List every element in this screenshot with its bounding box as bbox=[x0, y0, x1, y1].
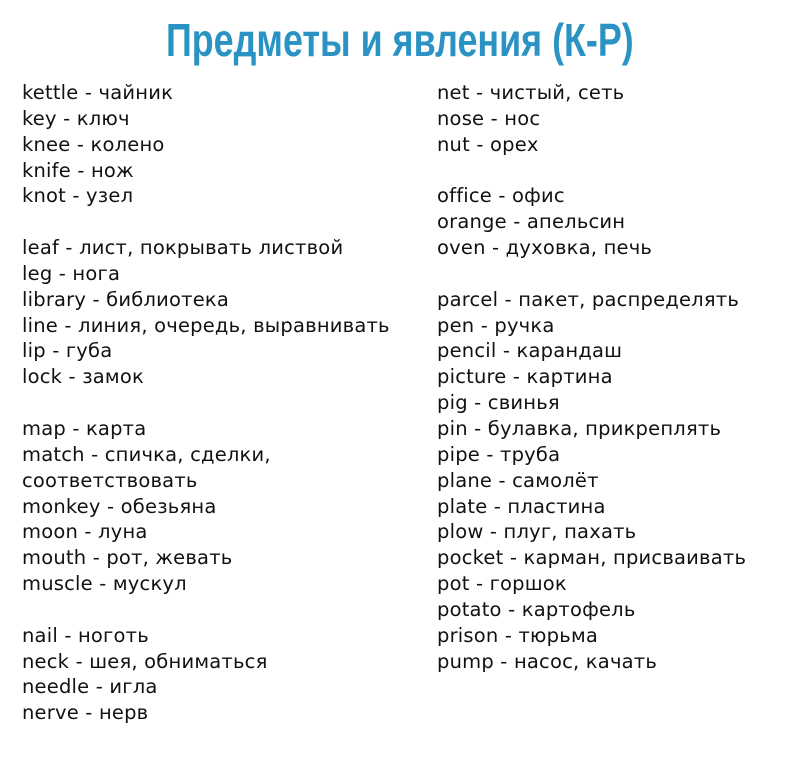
vocabulary-entry: plow - плуг, пахать bbox=[437, 520, 637, 544]
vocabulary-entry: pin - булавка, прикреплять bbox=[437, 416, 722, 440]
vocabulary-entry: monkey - обезьяна bbox=[22, 494, 217, 518]
vocabulary-column-right bbox=[437, 80, 746, 674]
spacer bbox=[22, 597, 390, 623]
vocabulary-entry: oven - духовка, печь bbox=[437, 236, 653, 260]
vocabulary-entry: orange - апельсин bbox=[437, 210, 626, 234]
vocabulary-entry: net - чистый, сеть bbox=[437, 81, 625, 104]
vocabulary-entry: knife - нож bbox=[22, 158, 134, 182]
vocabulary-entry: pot - горшок bbox=[437, 572, 567, 596]
vocabulary-entry: knot - узел bbox=[22, 184, 134, 208]
vocabulary-entry: plane - самолёт bbox=[437, 468, 599, 492]
vocabulary-entry: pipe - труба bbox=[437, 442, 561, 466]
vocabulary-entry: pencil - карандаш bbox=[437, 339, 623, 363]
vocabulary-entry: соответствовать bbox=[22, 468, 198, 492]
vocabulary-entry: office - офис bbox=[437, 184, 565, 208]
vocabulary-entry: nose - нос bbox=[437, 106, 541, 130]
spacer bbox=[437, 261, 746, 287]
vocabulary-column-left bbox=[22, 80, 390, 726]
vocabulary-entry: neck - шея, обниматься bbox=[22, 649, 268, 673]
vocabulary-entry: muscle - мускул bbox=[22, 572, 187, 596]
spacer bbox=[437, 158, 746, 184]
vocabulary-entry: pump - насос, качать bbox=[437, 649, 658, 673]
vocabulary-entry: library - библиотека bbox=[22, 287, 230, 311]
vocabulary-entry: nail - ноготь bbox=[22, 623, 149, 647]
vocabulary-entry: parcel - пакет, распределять bbox=[437, 287, 740, 311]
page-title: Предметы и явления (К-Р) bbox=[166, 14, 634, 66]
vocabulary-entry: pig - свинья bbox=[437, 391, 560, 415]
vocabulary-entry: prison - тюрьма bbox=[437, 623, 598, 647]
vocabulary-entry: knee - колено bbox=[22, 132, 165, 156]
vocabulary-entry: lock - замок bbox=[22, 365, 144, 389]
spacer bbox=[22, 390, 390, 416]
vocabulary-entry: leaf - лист, покрывать листвой bbox=[22, 236, 344, 260]
vocabulary-entry: needle - игла bbox=[22, 675, 158, 699]
vocabulary-entry: nut - орех bbox=[437, 132, 539, 156]
spacer bbox=[22, 209, 390, 235]
vocabulary-entry: nerve - нерв bbox=[22, 701, 149, 725]
vocabulary-entry: potato - картофель bbox=[437, 597, 636, 621]
vocabulary-entry: plate - пластина bbox=[437, 494, 606, 518]
vocabulary-entry: leg - нога bbox=[22, 261, 121, 285]
vocabulary-entry: moon - луна bbox=[22, 520, 148, 544]
vocabulary-entry: picture - картина bbox=[437, 365, 613, 389]
vocabulary-entry: lip - губа bbox=[22, 339, 113, 363]
vocabulary-entry: pocket - карман, присваивать bbox=[437, 546, 747, 570]
vocabulary-entry: map - карта bbox=[22, 416, 147, 440]
vocabulary-entry: match - спичка, сделки, bbox=[22, 442, 271, 466]
vocabulary-entry: line - линия, очередь, выравнивать bbox=[22, 313, 390, 337]
vocabulary-entry: pen - ручка bbox=[437, 313, 555, 337]
page-title-wrap bbox=[0, 12, 800, 68]
vocabulary-entry: kettle - чайник bbox=[22, 81, 174, 104]
vocabulary-entry: key - ключ bbox=[22, 106, 130, 130]
vocabulary-entry: mouth - рот, жевать bbox=[22, 546, 233, 570]
